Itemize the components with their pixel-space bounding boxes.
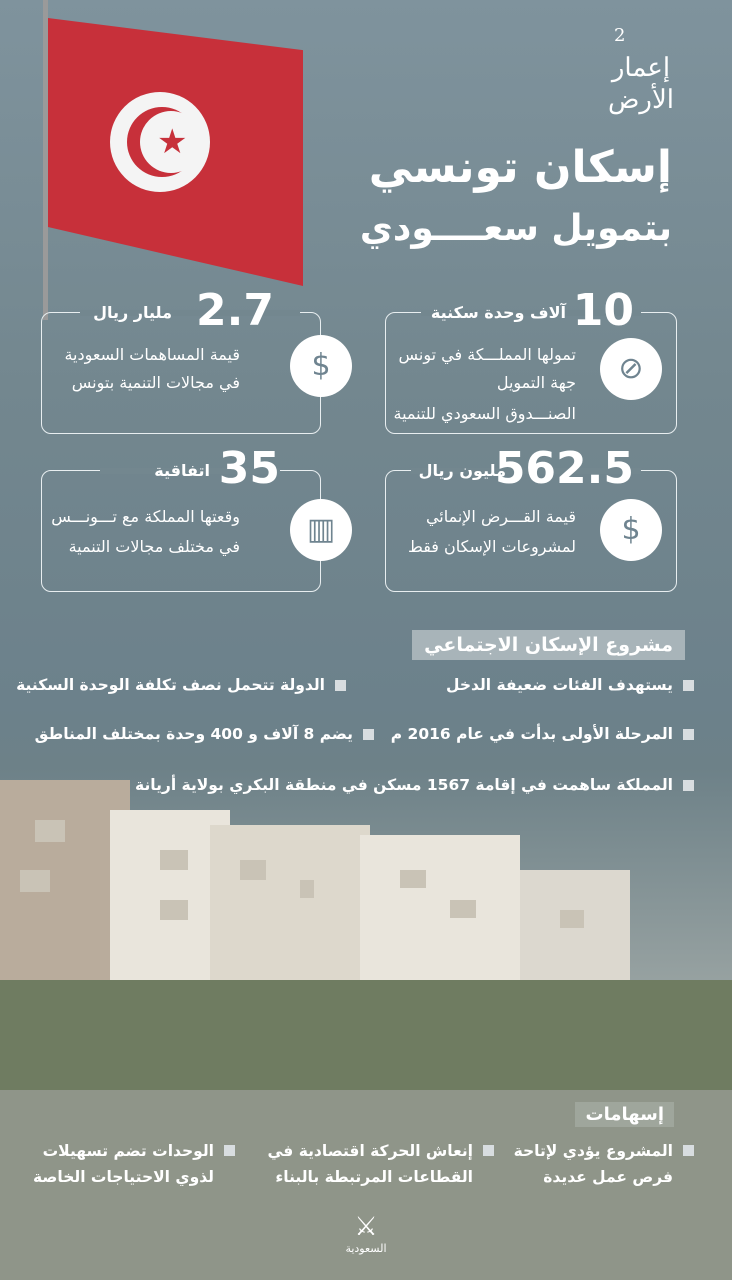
project-bullet: الدولة تتحمل نصف تكلفة الوحدة السكنية: [16, 676, 346, 694]
project-heading: مشروع الإسكان الاجتماعي: [412, 630, 685, 660]
stat-number: 562.5: [494, 443, 634, 494]
project-bullet: المملكة ساهمت في إقامة 1567 مسكن في منطقة البكري بولاية أريانة: [135, 776, 694, 794]
contribution-item: المشروع يؤدي لإتاحة فرص عمل عديدة: [514, 1138, 694, 1190]
emblem-label: السعودية: [345, 1242, 387, 1255]
project-bullet: المرحلة الأولى بدأت في عام 2016 م: [391, 725, 694, 743]
saudi-emblem: [340, 1212, 392, 1255]
stat-unit: آلاف وحدة سكنية: [430, 303, 566, 322]
stat-line: قيمة المساهمات السعودية: [64, 345, 240, 364]
stat-card-units: [385, 285, 677, 434]
flag-pole: [43, 0, 48, 320]
stat-card-agreements: [41, 443, 336, 592]
contributions-heading: إسهامات: [575, 1102, 674, 1127]
stat-unit: مليون ريال: [418, 461, 506, 480]
stat-line: قيمة القـــرض الإنمائي: [425, 507, 576, 526]
stat-line: جهة التمويل: [496, 373, 576, 392]
money-bag-hand-icon: $: [600, 499, 662, 561]
logo-mark: 2: [614, 25, 626, 46]
contribution-item: الوحدات تضم تسهيلات لذوي الاحتياجات الخاصة: [33, 1138, 235, 1190]
stat-line: الصنـــدوق السعودي للتنمية: [393, 404, 576, 423]
stat-unit: مليار ريال: [93, 303, 172, 322]
buildings-photo: [0, 760, 732, 1110]
buildings-icon: ▥: [290, 499, 352, 561]
stat-number: 2.7: [196, 285, 274, 336]
page-subtitle: بتمويل سعــــودي: [359, 208, 672, 249]
stat-unit: اتفاقية: [154, 461, 210, 480]
stat-line: لمشروعات الإسكان فقط: [408, 537, 576, 556]
stat-number: 10: [572, 285, 634, 336]
stat-line: في مختلف مجالات التنمية: [68, 537, 240, 556]
stat-line: وقعتها المملكة مع تـــونـــس: [51, 507, 240, 526]
stat-number: 35: [218, 443, 280, 494]
logo: [606, 20, 676, 120]
no-money-hand-icon: ⊘: [600, 338, 662, 400]
palm-swords-icon: ⚔: [354, 1212, 378, 1242]
logo-text: إعمار الأرض: [607, 53, 675, 115]
money-bag-hand-icon: $: [290, 335, 352, 397]
project-bullet: يضم 8 آلاف و 400 وحدة بمختلف المناطق: [35, 725, 374, 743]
page-title: إسكان تونسي: [368, 142, 672, 193]
contribution-item: إنعاش الحركة اقتصادية في القطاعات المرتبطة بالبناء: [267, 1138, 494, 1190]
stat-card-contributions: [41, 285, 331, 434]
stat-card-loan: [385, 443, 677, 592]
stat-line: تمولها المملـــكة في تونس: [398, 345, 576, 364]
flag-star-icon: ★: [157, 122, 188, 162]
stat-line: في مجالات التنمية بتونس: [71, 373, 240, 392]
project-bullet: يستهدف الفئات ضعيفة الدخل: [446, 676, 694, 694]
